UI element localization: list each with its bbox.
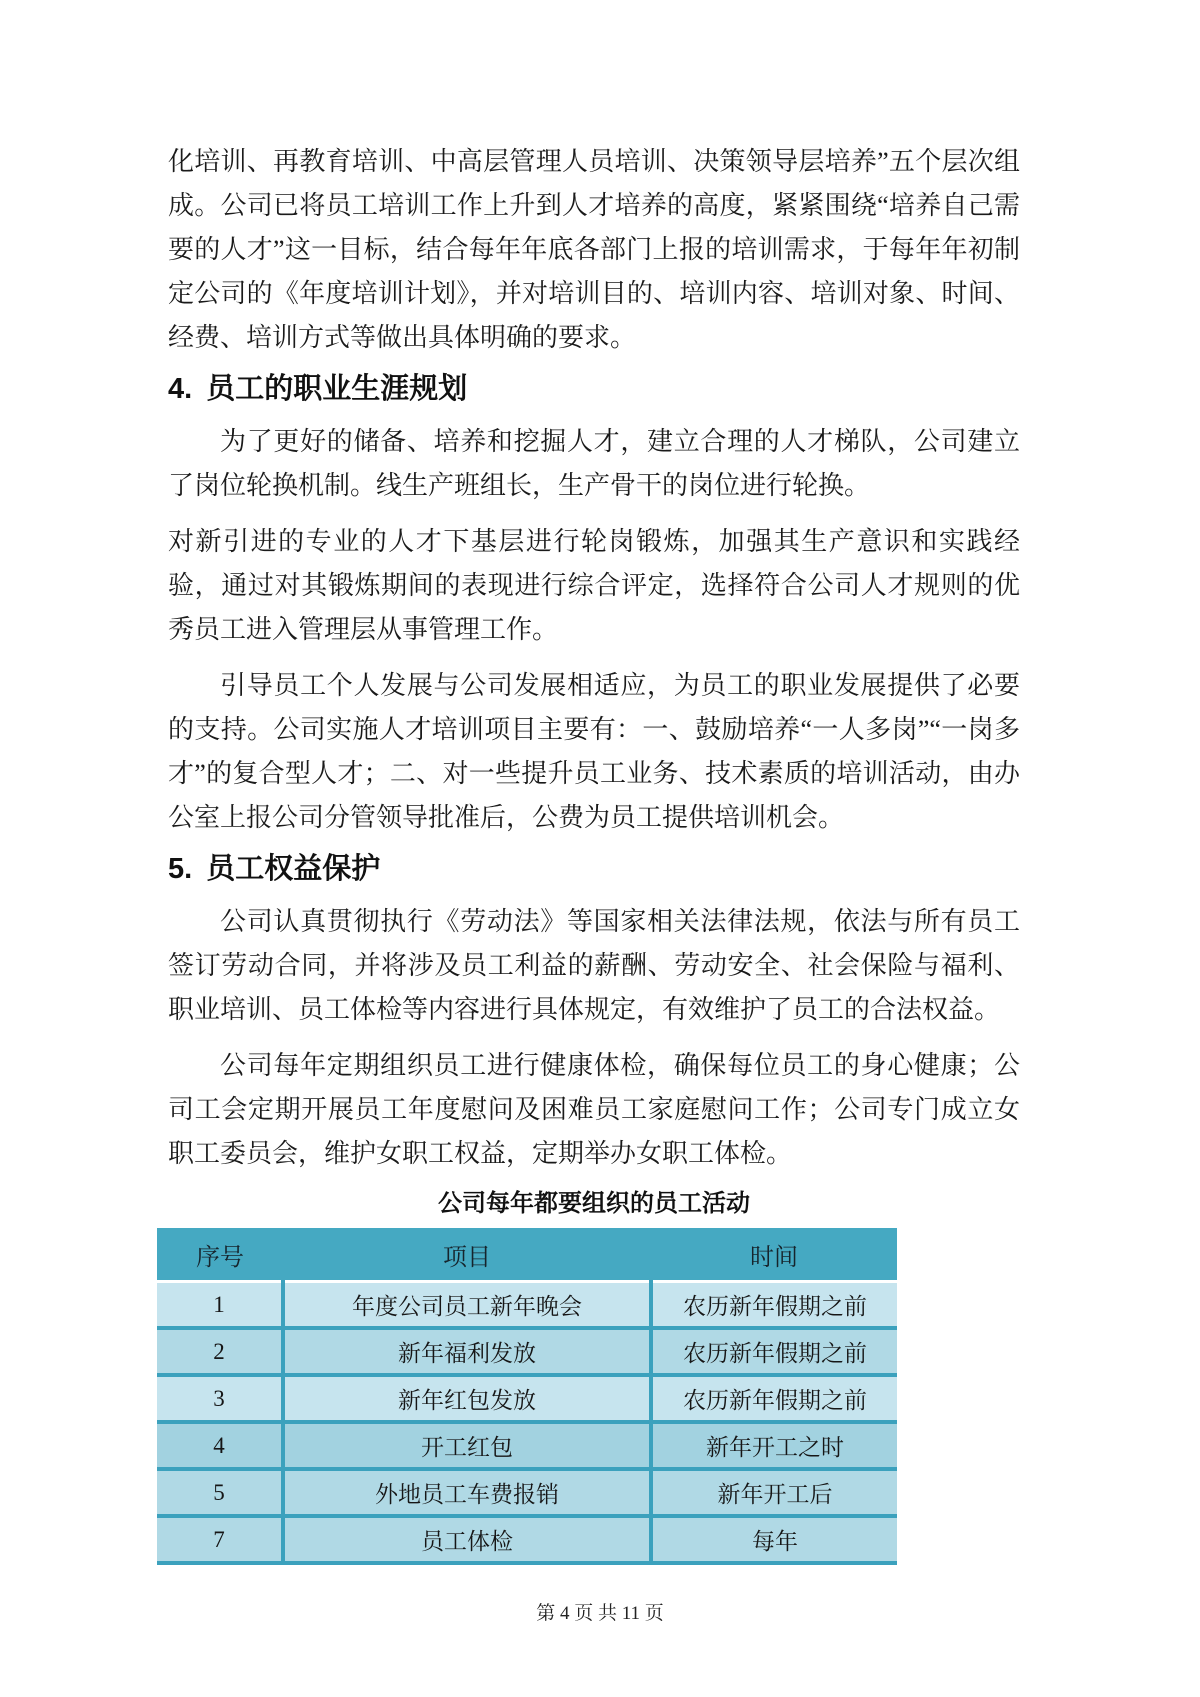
cell-time: 新年开工后 (651, 1469, 897, 1516)
section-number: 5. (168, 853, 193, 885)
table-row (157, 1282, 897, 1329)
cell-no: 5 (157, 1469, 283, 1516)
column-header-time: 时间 (651, 1228, 897, 1282)
cell-no: 4 (157, 1422, 283, 1469)
paragraph: 公司每年定期组织员工进行健康体检，确保每位员工的身心健康；公司工会定期开展员工年度慰问及困难员工家庭慰问工作；公司专门成立女职工委员会，维护女职工权益，定期举办女职工体检。 (168, 1051, 1020, 1168)
cell-time: 农历新年假期之前 (651, 1282, 897, 1329)
cell-item: 开工红包 (283, 1422, 651, 1469)
cell-item: 外地员工车费报销 (283, 1469, 651, 1516)
document-body (168, 140, 1020, 1565)
cell-no: 7 (157, 1516, 283, 1563)
section-number: 4. (168, 373, 193, 405)
cell-time: 新年开工之时 (651, 1422, 897, 1469)
cell-item: 员工体检 (283, 1516, 651, 1563)
cell-time: 农历新年假期之前 (651, 1375, 897, 1422)
paragraph: 引导员工个人发展与公司发展相适应，为员工的职业发展提供了必要的支持。公司实施人才培训项目主要有：一、鼓励培养“一人多岗”“一岗多才”的复合型人才；二、对一些提升员工业务、技术素质的培训活动，由办公室上报公司分管领导批准后，公费为员工提供培训机会。 (168, 671, 1020, 832)
table-header-row (157, 1228, 897, 1282)
activities-table (157, 1228, 897, 1565)
table-row (157, 1328, 897, 1375)
table-row (157, 1516, 897, 1563)
cell-item: 新年福利发放 (283, 1328, 651, 1375)
section-title: 员工权益保护 (206, 853, 381, 885)
cell-no: 3 (157, 1375, 283, 1422)
column-header-no: 序号 (157, 1228, 283, 1282)
cell-time: 每年 (651, 1516, 897, 1563)
paragraph-intro: 化培训、再教育培训、中高层管理人员培训、决策领导层培养”五个层次组成。公司已将员工培训工作上升到人才培养的高度，紧紧围绕“培养自己需要的人才”这一目标，结合每年年底各部门上报的培训需求，于每年年初制定公司的《年度培训计划》，并对培训目的、培训内容、培训对象、时间、经费、培训方式等做出具体明确的要求。 (168, 147, 1020, 352)
table-row (157, 1469, 897, 1516)
table-row (157, 1375, 897, 1422)
table-row (157, 1422, 897, 1469)
section-heading-4 (168, 372, 1020, 406)
page-footer: 第 4 页 共 11 页 (536, 1603, 664, 1624)
cell-time: 农历新年假期之前 (651, 1328, 897, 1375)
column-header-item: 项目 (283, 1228, 651, 1282)
cell-item: 新年红包发放 (283, 1375, 651, 1422)
section-title: 员工的职业生涯规划 (206, 373, 468, 405)
table-title: 公司每年都要组织的员工活动 (438, 1190, 750, 1217)
cell-item: 年度公司员工新年晚会 (283, 1282, 651, 1329)
cell-no: 1 (157, 1282, 283, 1329)
section-heading-5 (168, 852, 1020, 886)
paragraph: 对新引进的专业的人才下基层进行轮岗锻炼，加强其生产意识和实践经验，通过对其锻炼期间的表现进行综合评定，选择符合公司人才规则的优秀员工进入管理层从事管理工作。 (168, 527, 1020, 644)
paragraph: 公司认真贯彻执行《劳动法》等国家相关法律法规，依法与所有员工签订劳动合同，并将涉及员工利益的薪酬、劳动安全、社会保险与福利、职业培训、员工体检等内容进行具体规定，有效维护了员工的合法权益。 (168, 907, 1020, 1024)
cell-no: 2 (157, 1328, 283, 1375)
paragraph: 为了更好的储备、培养和挖掘人才，建立合理的人才梯队，公司建立了岗位轮换机制。线生产班组长，生产骨干的岗位进行轮换。 (168, 427, 1020, 500)
